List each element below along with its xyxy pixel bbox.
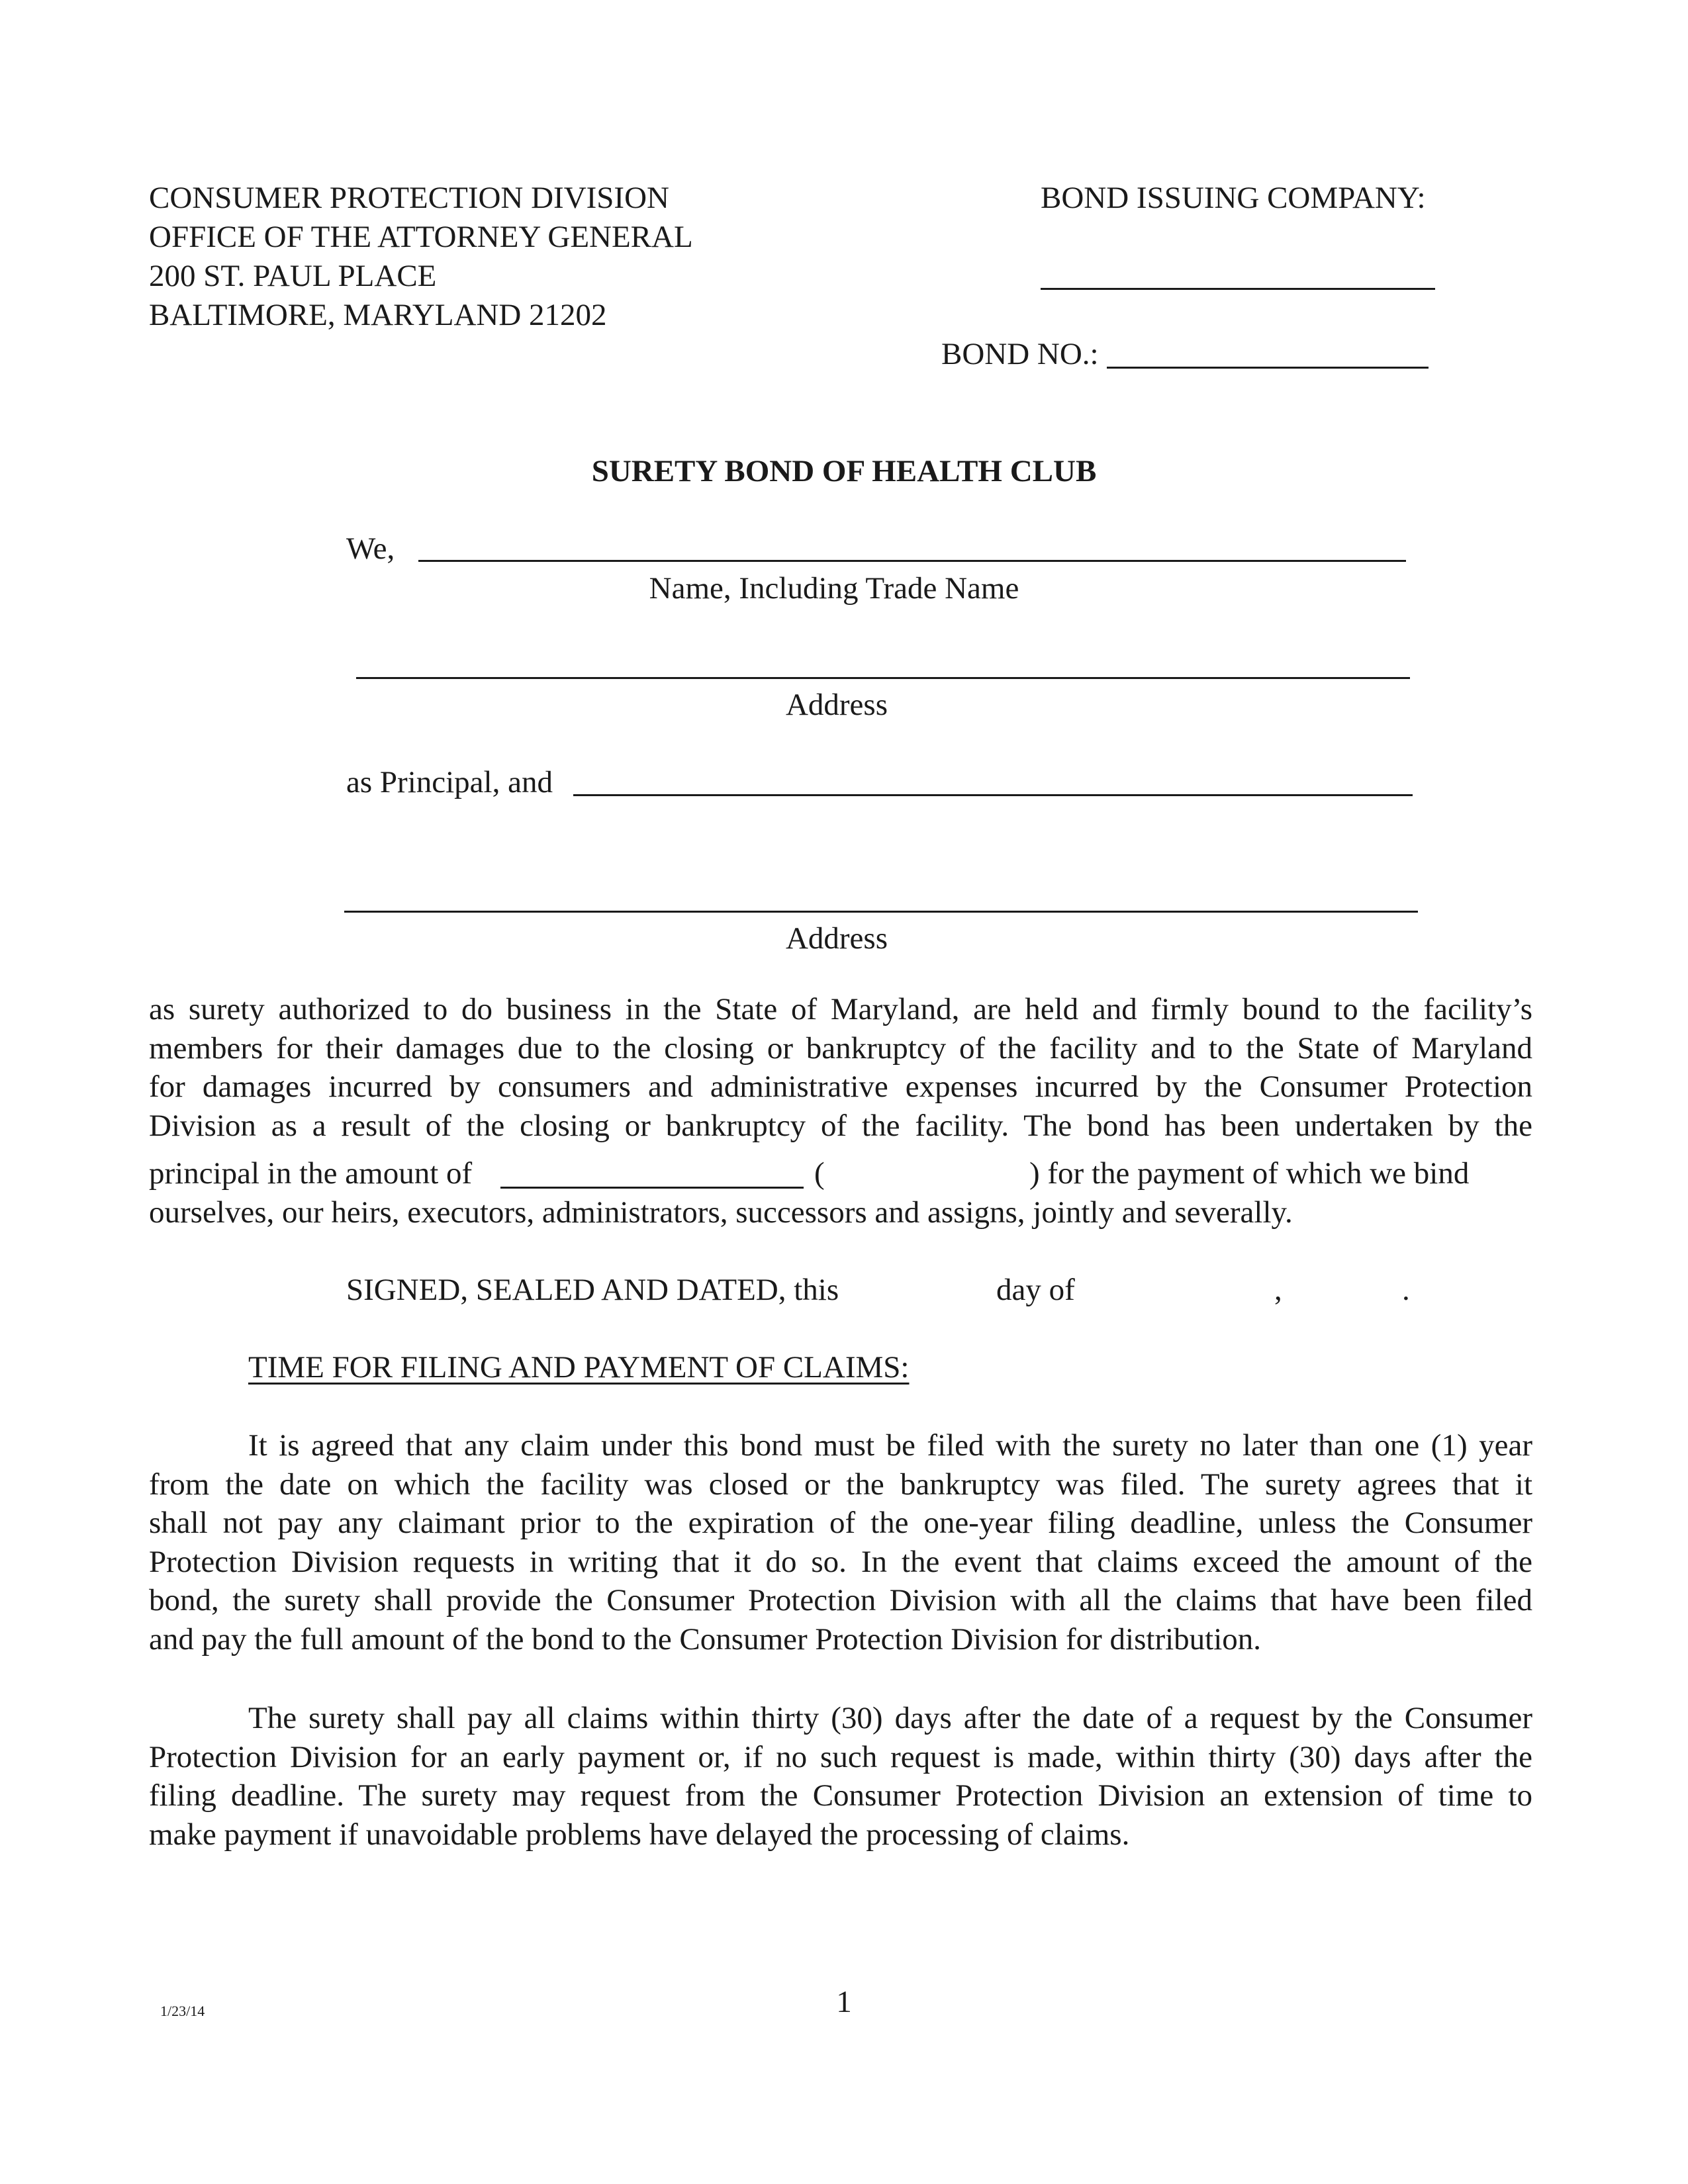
bond-issuing-company-label: BOND ISSUING COMPANY:: [1041, 181, 1426, 215]
paragraph-line: filing deadline. The surety may request from the Consumer Protection Division an extension of time to: [149, 1778, 1532, 1813]
bond-no-label: BOND NO.:: [941, 337, 1099, 371]
paragraph-line: members for their damages due to the closing or bankruptcy of the facility and to the State of Maryland: [149, 1030, 1532, 1066]
date-period: .: [1402, 1273, 1410, 1307]
paragraph-line: It is agreed that any claim under this bond must be filed with the surety no later than one (1) year: [248, 1428, 1532, 1463]
amount-suffix: ) for the payment of which we bind: [1029, 1156, 1470, 1191]
day-of-label: day of: [996, 1273, 1075, 1307]
principal-address-field[interactable]: [356, 677, 1410, 679]
paragraph-line: Protection Division for an early payment or, if no such request is made, within thirty (30) days after the: [149, 1739, 1532, 1774]
claims-paragraph: [149, 1426, 1532, 1659]
amount-prefix: principal in the amount of: [149, 1156, 473, 1191]
paragraph-line: Protection Division requests in writing that it do so. In the event that claims exceed the amount of the: [149, 1544, 1532, 1579]
page-number: 1: [836, 1985, 852, 2019]
paragraph-line: for damages incurred by consumers and administrative expenses incurred by the Consumer Protection: [149, 1069, 1532, 1104]
amount-open-paren: (: [814, 1156, 825, 1191]
paragraph-line: and pay the full amount of the bond to the Consumer Protection Division for distribution.: [149, 1621, 1262, 1657]
paragraph-line: bond, the surety shall provide the Consumer Protection Division with all the claims that have been filed: [149, 1583, 1532, 1617]
name-caption: Name, Including Trade Name: [649, 571, 1019, 606]
paragraph-line: The surety shall pay all claims within thirty (30) days after the date of a request by the Consumer: [248, 1701, 1532, 1735]
payment-paragraph: [149, 1699, 1532, 1854]
we-label: We,: [346, 531, 395, 566]
section-heading: TIME FOR FILING AND PAYMENT OF CLAIMS:: [248, 1350, 910, 1385]
date-comma: ,: [1274, 1273, 1282, 1307]
address-caption-1: Address: [785, 688, 888, 722]
paragraph-line: Division as a result of the closing or bankruptcy of the facility. The bond has been undertaken by the: [149, 1108, 1532, 1143]
header-address-line: 200 ST. PAUL PLACE: [149, 259, 437, 293]
amount-field[interactable]: [500, 1187, 804, 1189]
paragraph-line: make payment if unavoidable problems have delayed the processing of claims.: [149, 1817, 1130, 1852]
signed-sealed-dated: SIGNED, SEALED AND DATED, this: [346, 1273, 839, 1307]
header-agency-line1: CONSUMER PROTECTION DIVISION: [149, 181, 669, 215]
surety-address-field[interactable]: [344, 911, 1418, 913]
header-city-line: BALTIMORE, MARYLAND 21202: [149, 298, 607, 332]
surety-name-field[interactable]: [573, 794, 1413, 796]
paragraph-line: shall not pay any claimant prior to the expiration of the one-year filing deadline, unless the Consumer: [149, 1506, 1532, 1540]
bond-paragraph: [149, 990, 1532, 1145]
principal-label: as Principal, and: [346, 765, 553, 799]
bond-no-field[interactable]: [1107, 367, 1429, 369]
paragraph-line: as surety authorized to do business in the State of Maryland, are held and firmly bound to the facility’s: [149, 992, 1532, 1026]
footer-date-code: 1/23/14: [160, 2003, 205, 2019]
header-agency-line2: OFFICE OF THE ATTORNEY GENERAL: [149, 220, 693, 254]
principal-name-field[interactable]: [418, 560, 1406, 562]
bond-issuing-company-field[interactable]: [1041, 288, 1435, 290]
address-caption-2: Address: [785, 921, 888, 956]
document-title: SURETY BOND OF HEALTH CLUB: [591, 454, 1097, 488]
paragraph-line: from the date on which the facility was closed or the bankruptcy was filed. The surety agrees that it: [149, 1467, 1532, 1502]
paragraph-line: ourselves, our heirs, executors, administrators, successors and assigns, jointly and severally.: [149, 1195, 1293, 1230]
